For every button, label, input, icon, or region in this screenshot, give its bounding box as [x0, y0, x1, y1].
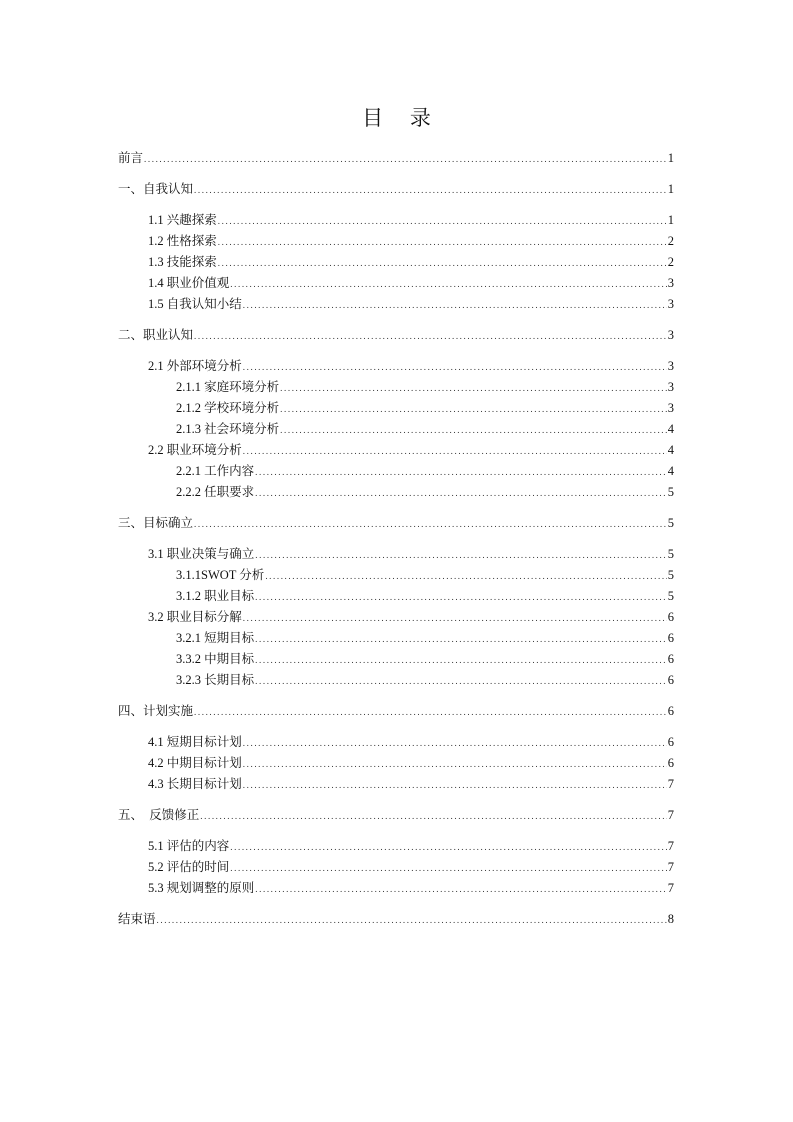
- toc-entry-label: 结束语: [118, 912, 156, 926]
- dot-leader: [280, 378, 667, 399]
- dot-leader: [200, 806, 666, 827]
- dot-leader: [194, 326, 667, 347]
- dot-leader: [255, 671, 667, 692]
- toc-entry-label: 三、目标确立: [118, 516, 194, 530]
- toc-entry-label: 4.3 长期目标计划: [148, 777, 242, 791]
- dot-leader: [280, 399, 667, 420]
- dot-leader: [243, 441, 667, 462]
- toc-entry-conclusion[interactable]: [118, 909, 674, 930]
- dot-leader: [255, 879, 666, 900]
- toc-entry-5-2[interactable]: [118, 857, 674, 878]
- toc-entry-2-1-2[interactable]: [118, 398, 674, 419]
- dot-leader: [265, 566, 666, 587]
- toc-entry-page: 5: [667, 516, 674, 530]
- toc-entry-page: 2: [667, 255, 674, 269]
- toc-entry-label: 3.1.2 职业目标: [176, 589, 255, 603]
- toc-entry-1-1[interactable]: [118, 210, 674, 231]
- toc-entry-chapter-4[interactable]: [118, 701, 674, 722]
- toc-entry-label: 1.1 兴趣探索: [148, 213, 217, 227]
- toc-entry-label: 3.1.1SWOT 分析: [176, 568, 265, 582]
- toc-entry-2-1[interactable]: [118, 356, 674, 377]
- toc-entry-label: 四、计划实施: [118, 704, 194, 718]
- dot-leader: [194, 180, 667, 201]
- toc-entry-label: 1.2 性格探索: [148, 234, 217, 248]
- toc-entry-label: 2.2.1 工作内容: [176, 464, 255, 478]
- toc-entry-3-1-1[interactable]: [118, 565, 674, 586]
- toc-entry-page: 3: [667, 328, 674, 342]
- dot-leader: [243, 295, 667, 316]
- toc-entry-page: 5: [667, 589, 674, 603]
- toc-entry-page: 4: [667, 464, 674, 478]
- toc-entry-page: 5: [667, 568, 674, 582]
- toc-entry-page: 3: [667, 276, 674, 290]
- toc-entry-page: 6: [667, 756, 674, 770]
- toc-entry-label: 五、 反馈修正: [118, 808, 200, 822]
- toc-entry-page: 3: [667, 297, 674, 311]
- toc-entry-page: 1: [667, 213, 674, 227]
- toc-entry-1-4[interactable]: [118, 273, 674, 294]
- page-title: 目 录: [362, 106, 441, 130]
- toc-entry-3-2-1[interactable]: [118, 628, 674, 649]
- toc-entry-chapter-1[interactable]: [118, 179, 674, 200]
- dot-leader: [230, 274, 666, 295]
- toc-entry-label: 前言: [118, 151, 144, 165]
- toc-entry-label: 5.2 评估的时间: [148, 860, 230, 874]
- toc-entry-page: 1: [667, 151, 674, 165]
- toc-entry-page: 6: [667, 735, 674, 749]
- dot-leader: [144, 149, 667, 170]
- toc-entry-label: 5.1 评估的内容: [148, 839, 230, 853]
- toc-entry-3-2-2[interactable]: [118, 649, 674, 670]
- dot-leader: [194, 702, 667, 723]
- toc-entry-3-2-3[interactable]: [118, 670, 674, 691]
- toc-entry-page: 8: [667, 912, 674, 926]
- toc-entry-chapter-2[interactable]: [118, 325, 674, 346]
- toc-entry-label: 2.2.2 任职要求: [176, 485, 255, 499]
- toc-entry-page: 3: [667, 401, 674, 415]
- toc-entry-label: 3.2.3 长期目标: [176, 673, 255, 687]
- dot-leader: [255, 545, 666, 566]
- dot-leader: [194, 514, 667, 535]
- toc-entry-label: 4.1 短期目标计划: [148, 735, 242, 749]
- toc-entry-label: 二、职业认知: [118, 328, 194, 342]
- toc-entry-1-5[interactable]: [118, 294, 674, 315]
- dot-leader: [280, 420, 667, 441]
- dot-leader: [218, 253, 667, 274]
- toc-entry-label: 3.2.1 短期目标: [176, 631, 255, 645]
- dot-leader: [255, 462, 667, 483]
- toc-entry-5-3[interactable]: [118, 878, 674, 899]
- toc-entry-label: 5.3 规划调整的原则: [148, 881, 255, 895]
- toc-entry-2-1-1[interactable]: [118, 377, 674, 398]
- dot-leader: [243, 608, 667, 629]
- toc-entry-page: 7: [667, 860, 674, 874]
- toc-entry-2-2-1[interactable]: [118, 461, 674, 482]
- toc-entry-page: 6: [667, 673, 674, 687]
- toc-entry-label: 一、自我认知: [118, 182, 194, 196]
- toc-entry-label: 3.1 职业决策与确立: [148, 547, 255, 561]
- toc-entry-3-1-2[interactable]: [118, 586, 674, 607]
- toc-entry-label: 2.1.3 社会环境分析: [176, 422, 280, 436]
- toc-entry-page: 2: [667, 234, 674, 248]
- toc-entry-page: 4: [667, 422, 674, 436]
- toc-entry-4-2[interactable]: [118, 753, 674, 774]
- toc-entry-label: 2.1 外部环境分析: [148, 359, 242, 373]
- toc-entry-page: 3: [667, 380, 674, 394]
- toc-entry-4-3[interactable]: [118, 774, 674, 795]
- dot-leader: [255, 650, 667, 671]
- toc-entry-page: 5: [667, 547, 674, 561]
- dot-leader: [243, 775, 667, 796]
- toc-entry-page: 1: [667, 182, 674, 196]
- toc-entry-3-1[interactable]: [118, 544, 674, 565]
- toc-entry-label: 2.2 职业环境分析: [148, 443, 242, 457]
- toc-entry-chapter-5[interactable]: [118, 805, 674, 826]
- toc-entry-label: 1.5 自我认知小结: [148, 297, 242, 311]
- dot-leader: [255, 587, 667, 608]
- dot-leader: [218, 232, 667, 253]
- dot-leader: [243, 357, 667, 378]
- dot-leader: [255, 483, 667, 504]
- toc-entry-label: 3.2 职业目标分解: [148, 610, 242, 624]
- toc-entry-label: 3.3.2 中期目标: [176, 652, 255, 666]
- toc-entry-page: 6: [667, 631, 674, 645]
- dot-leader: [157, 910, 667, 931]
- toc-entry-label: 4.2 中期目标计划: [148, 756, 242, 770]
- toc-entry-page: 6: [667, 704, 674, 718]
- table-of-contents: [118, 148, 674, 930]
- dot-leader: [230, 858, 666, 879]
- dot-leader: [230, 837, 666, 858]
- toc-entry-4-1[interactable]: [118, 732, 674, 753]
- dot-leader: [243, 754, 667, 775]
- toc-entry-page: 7: [667, 881, 674, 895]
- toc-entry-page: 7: [667, 777, 674, 791]
- toc-entry-label: 2.1.2 学校环境分析: [176, 401, 280, 415]
- toc-entry-page: 4: [667, 443, 674, 457]
- toc-entry-2-2[interactable]: [118, 440, 674, 461]
- toc-entry-label: 2.1.1 家庭环境分析: [176, 380, 280, 394]
- toc-entry-2-2-2[interactable]: [118, 482, 674, 503]
- toc-entry-preface[interactable]: [118, 148, 674, 169]
- toc-entry-page: 6: [667, 610, 674, 624]
- dot-leader: [218, 211, 667, 232]
- toc-entry-page: 6: [667, 652, 674, 666]
- toc-entry-page: 3: [667, 359, 674, 373]
- dot-leader: [255, 629, 667, 650]
- toc-entry-2-1-3[interactable]: [118, 419, 674, 440]
- toc-entry-page: 7: [667, 808, 674, 822]
- dot-leader: [243, 733, 667, 754]
- toc-entry-5-1[interactable]: [118, 836, 674, 857]
- toc-entry-1-2[interactable]: [118, 231, 674, 252]
- toc-entry-page: 7: [667, 839, 674, 853]
- toc-entry-label: 1.3 技能探索: [148, 255, 217, 269]
- toc-entry-1-3[interactable]: [118, 252, 674, 273]
- toc-entry-label: 1.4 职业价值观: [148, 276, 230, 290]
- toc-entry-3-2[interactable]: [118, 607, 674, 628]
- toc-entry-page: 5: [667, 485, 674, 499]
- toc-entry-chapter-3[interactable]: [118, 513, 674, 534]
